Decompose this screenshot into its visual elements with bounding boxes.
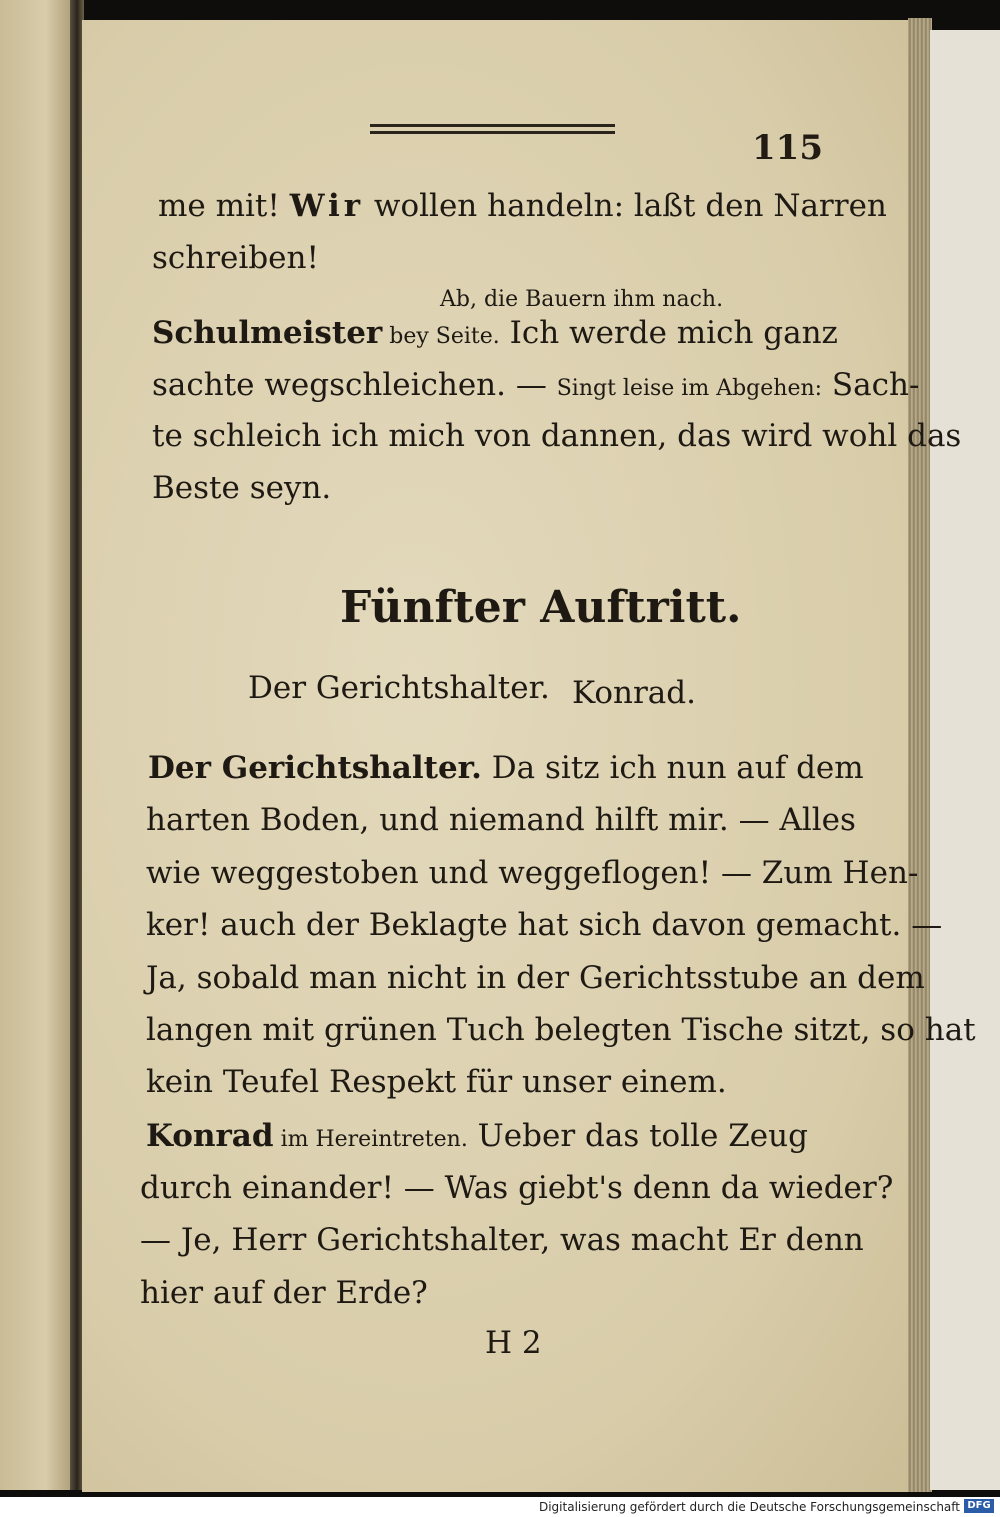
signature-mark: H 2: [485, 1325, 542, 1361]
text-line: wie weggestoben und weggeflogen! — Zum Hen-: [146, 855, 919, 891]
text-line: Konrad im Hereintreten. Ueber das tolle Zeug: [146, 1118, 808, 1154]
text-line: harten Boden, und niemand hilft mir. — Alles: [146, 802, 856, 838]
background-board: [930, 30, 1000, 1490]
text-line: ker! auch der Beklagte hat sich davon gemacht. —: [146, 907, 943, 943]
text-line: hier auf der Erde?: [140, 1275, 428, 1311]
page-stack-edge: [908, 18, 932, 1492]
text-line: langen mit grünen Tuch belegten Tische sitzt, so hat: [146, 1012, 976, 1048]
text-line: me mit! Wir wollen handeln: laßt den Narren: [158, 188, 887, 224]
header-rule: [370, 124, 615, 127]
footer-text: Digitalisierung gefördert durch die Deutsche Forschungsgemeinschaft: [538, 1500, 960, 1514]
dfg-logo: DFG: [964, 1499, 994, 1513]
text-line: durch einander! — Was giebt's denn da wieder?: [140, 1170, 894, 1206]
scene-heading: Fünfter Auftritt.: [340, 582, 742, 633]
text-line: Beste seyn.: [152, 470, 332, 506]
text-line: sachte wegschleichen. — Singt leise im Abgehen: Sach-: [152, 367, 920, 403]
text-line: Der Gerichtshalter. Da sitz ich nun auf dem: [148, 750, 864, 786]
text-line: te schleich ich mich von dannen, das wird wohl das: [152, 418, 962, 454]
stage-direction: Ab, die Bauern ihm nach.: [440, 287, 724, 312]
header-rule: [370, 131, 615, 134]
character-list-item: Konrad.: [572, 675, 696, 711]
text-line: schreiben!: [152, 240, 319, 276]
character-list-item: Der Gerichtshalter.: [248, 670, 550, 706]
text-line: Schulmeister bey Seite. Ich werde mich ganz: [152, 315, 838, 351]
text-line: kein Teufel Respekt für unser einem.: [146, 1064, 727, 1100]
text-line: — Je, Herr Gerichtshalter, was macht Er denn: [140, 1222, 864, 1258]
page-number: 115: [752, 128, 823, 168]
text-line: Ja, sobald man nicht in der Gerichtsstube an dem: [146, 960, 925, 996]
left-page-edge: [0, 0, 76, 1490]
